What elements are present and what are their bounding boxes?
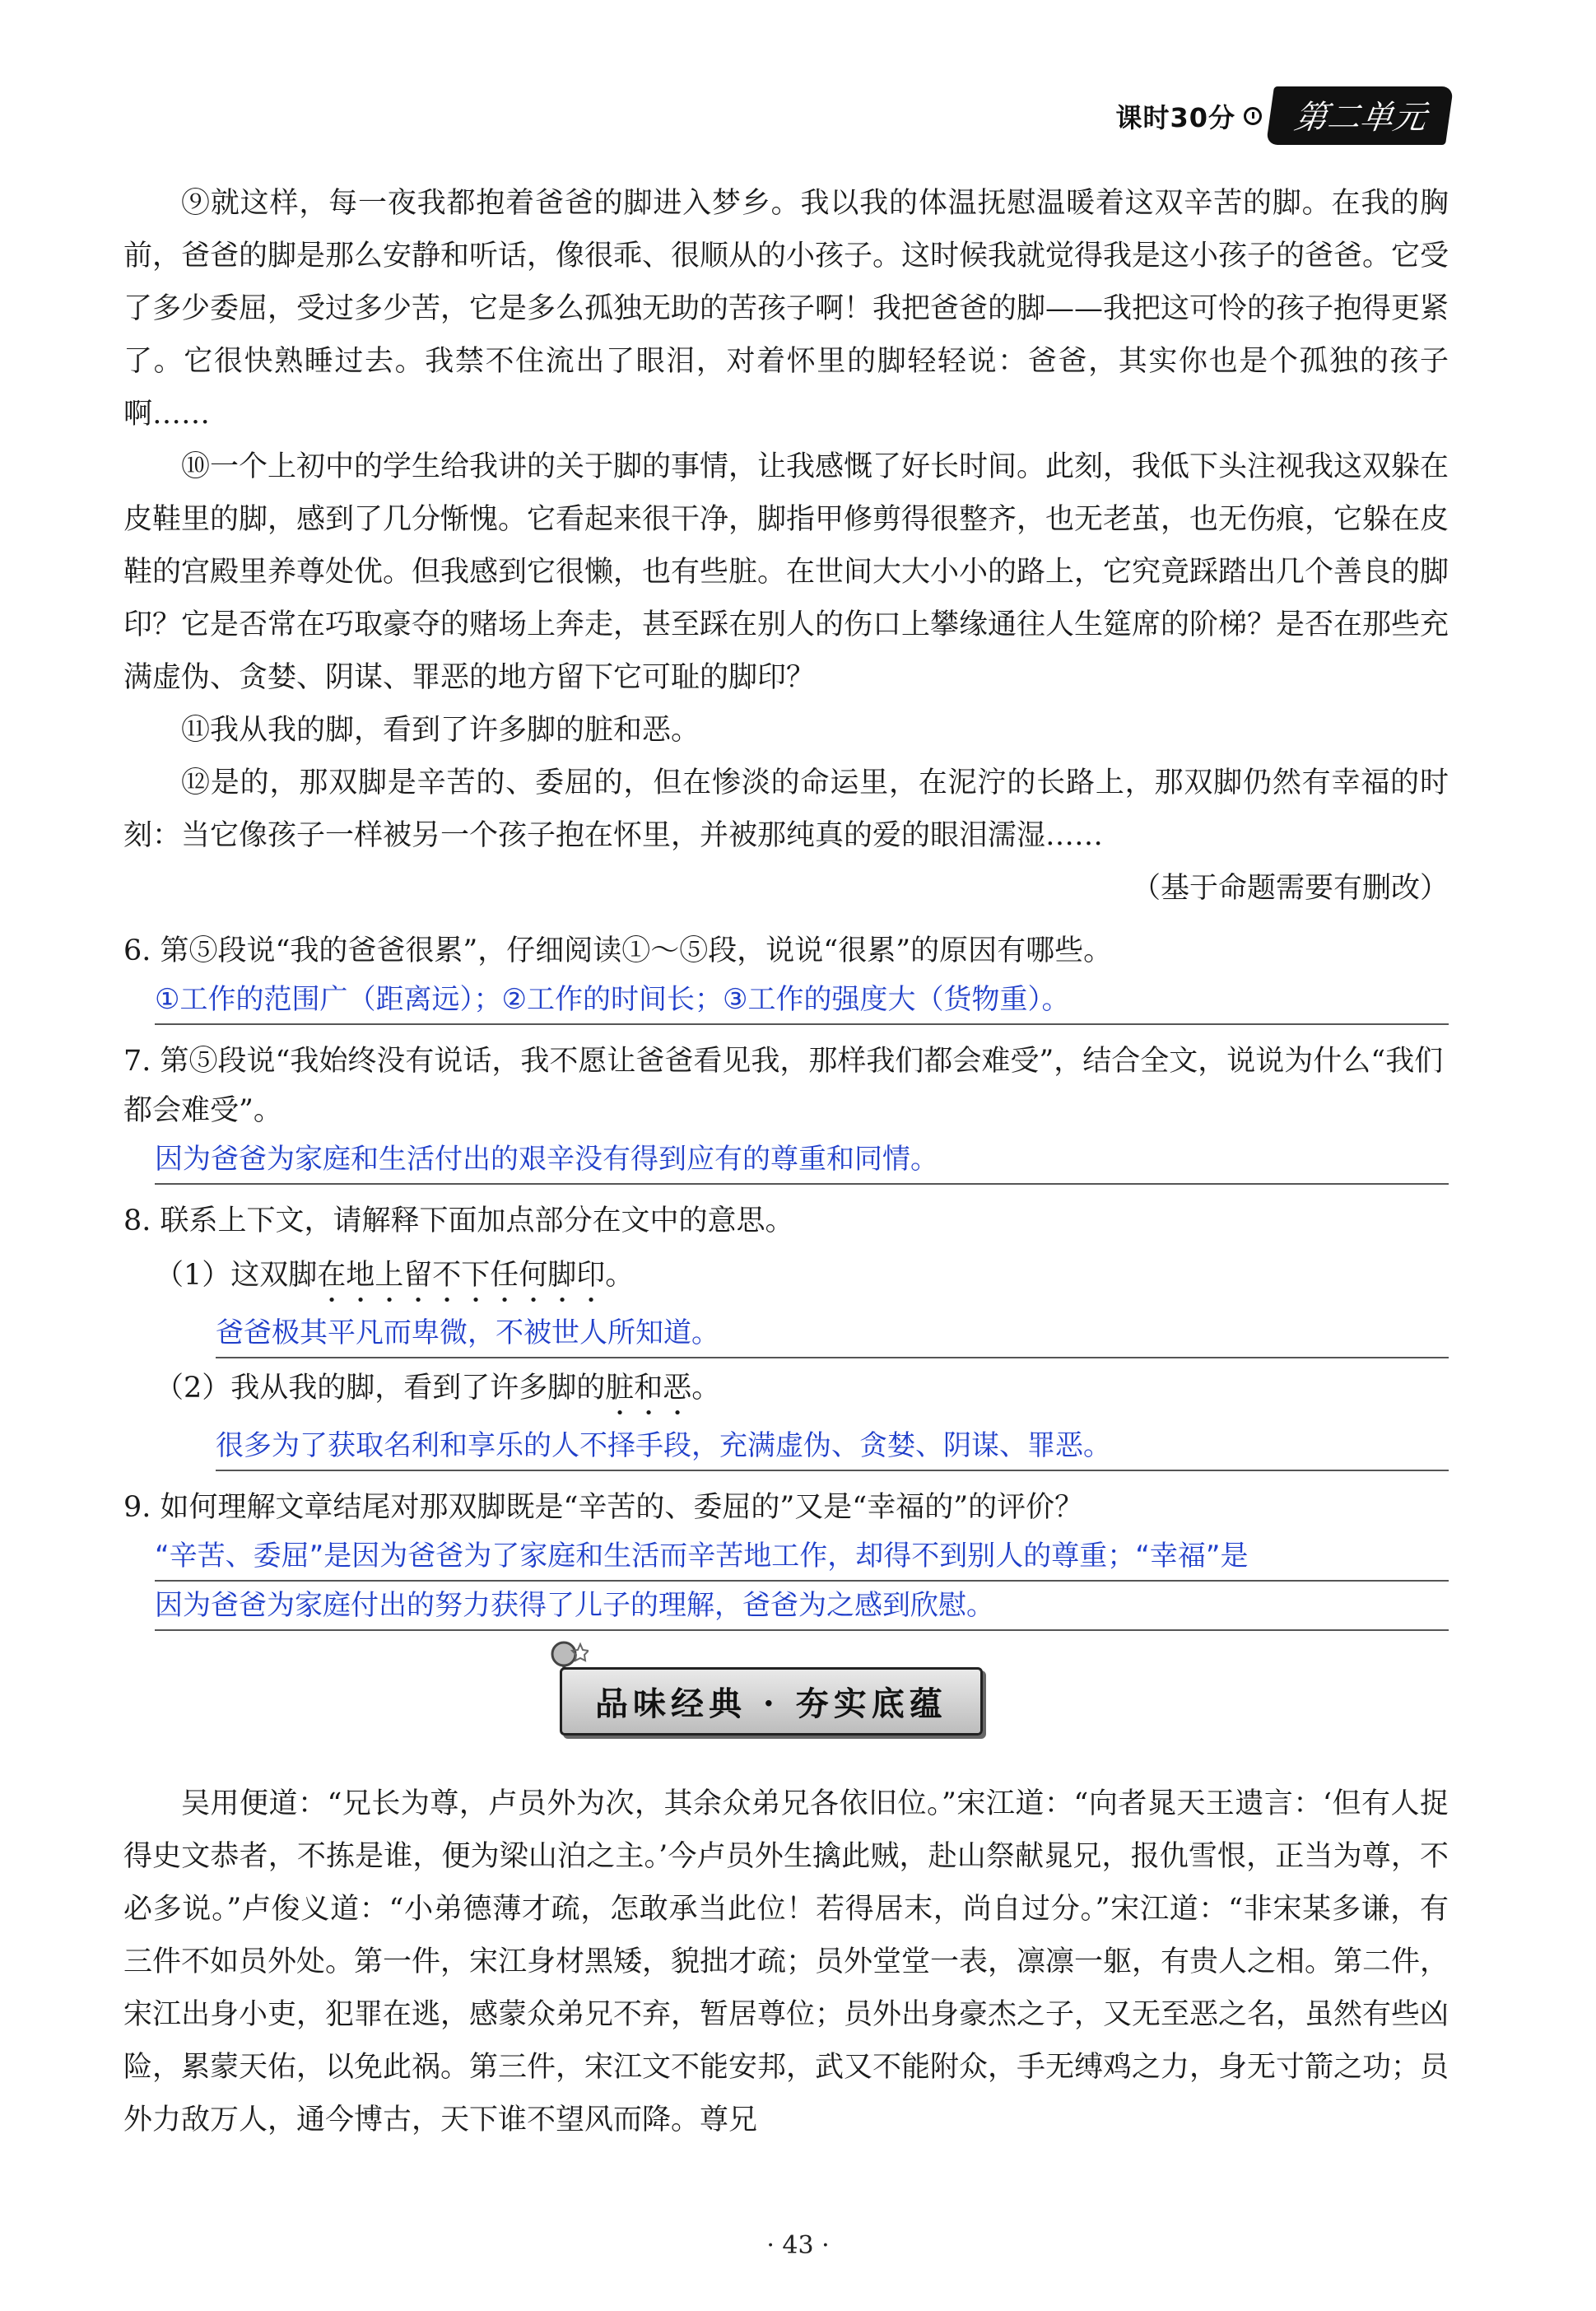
question-7: 7. 第⑤段说“我始终没有说话，我不愿让爸爸看见我，那样我们都会难受”，结合全文，说说为什么“我们都会难受”。 (123, 1045, 1444, 1127)
q8-2-prefix: （2）我从我的脚，看到了许多脚的 (155, 1372, 606, 1405)
section-title: 品味经典 · 夯实底蕴 (560, 1667, 983, 1736)
section-heading (123, 1638, 1449, 1778)
answer-6: ①工作的范围广（距离远）；②工作的时间长；③工作的强度大（货物重）。 (155, 976, 1449, 1025)
answer-8-2: 很多为了获取名利和享乐的人不择手段，充满虚伪、贪婪、阴谋、罪恶。 (216, 1422, 1449, 1471)
paragraph-12: ⑫是的，那双脚是辛苦的、委屈的，但在惨淡的命运里，在泥泞的长路上，那双脚仍然有幸福的时刻：当它像孩子一样被另一个孩子抱在怀里，并被那纯真的爱的眼泪濡湿…… (123, 766, 1449, 852)
answer-9-line-1: “辛苦、委屈”是因为爸爸为了家庭和生活而辛苦地工作，却得不到别人的尊重；“幸福”是 (155, 1532, 1449, 1582)
paragraph-9: ⑨就这样，每一夜我都抱着爸爸的脚进入梦乡。我以我的体温抚慰温暖着这双辛苦的脚。在我的胸前，爸爸的脚是那么安静和听话，像很乖、很顺从的小孩子。这时候我就觉得我是这小孩子的爸爸。它受了多少委屈，受过多少苦，它是多么孤独无助的苦孩子啊！我把爸爸的脚——我把这可怜的孩子抱得更紧了。它很快熟睡过去。我禁不住流出了眼泪，对着怀里的脚轻轻说：爸爸，其实你也是个孤独的孩子啊…… (123, 187, 1449, 431)
question-6: 6. 第⑤段说“我的爸爸很累”，仔细阅读①～⑤段，说说“很累”的原因有哪些。 (123, 934, 1113, 967)
header-label: 课时30分 (1115, 101, 1235, 133)
answer-8-1: 爸爸极其平凡而卑微，不被世人所知道。 (216, 1309, 1449, 1358)
classic-paragraph: 吴用便道：“兄长为尊，卢员外为次，其余众弟兄各依旧位。”宋江道：“向者晁天王遗言：‘但有人捉得史文恭者，不拣是谁，便为梁山泊之主。’今卢员外生擒此贼，赴山祭献晁兄，报仇雪恨，正当为尊，不必多说。”卢俊义道：“小弟德薄才疏，怎敢承当此位！若得居末，尚自过分。”宋江道：“非宋某多谦，有三件不如员外处。第一件，宋江身材黑矮，貌拙才疏；员外堂堂一表，凛凛一躯，有贵人之相。第二件，宋江出身小吏，犯罪在逃，感蒙众弟兄不弃，暂居尊位；员外出身豪杰之子，又无至恶之名，虽然有些凶险，累蒙天佑，以免此祸。第三件，宋江文不能安邦，武又不能附众，手无缚鸡之力，身无寸箭之功；员外力敌万人，通今博古，天下谁不望风而降。尊兄 (123, 1787, 1449, 2136)
page-number: · 43 · (766, 2231, 830, 2260)
paragraph-10: ⑩一个上初中的学生给我讲的关于脚的事情，让我感慨了好长时间。此刻，我低下头注视我这双躲在皮鞋里的脚，感到了几分惭愧。它看起来很干净，脚指甲修剪得很整齐，也无老茧，也无伤痕，它躲在皮鞋的宫殿里养尊处优。但我感到它很懒，也有些脏。在世间大大小小的路上，它究竟踩踏出几个善良的脚印？它是否常在巧取豪夺的赌场上奔走，甚至踩在别人的伤口上攀缘通往人生筵席的阶梯？是否在那些充满虚伪、贪婪、阴谋、罪恶的地方留下它可耻的脚印？ (123, 450, 1449, 694)
question-8-1 (155, 1252, 1449, 1309)
q8-2-dotted-text: 脏和恶 (605, 1372, 692, 1405)
clock-icon (1244, 107, 1262, 125)
page-header (1115, 86, 1449, 145)
answer-7: 因为爸爸为家庭和生活付出的艰辛没有得到应有的尊重和同情。 (155, 1135, 1449, 1185)
question-8-2 (155, 1365, 1449, 1422)
page-content (123, 177, 1449, 2146)
q8-1-suffix: 。 (605, 1259, 635, 1292)
q8-2-suffix: 。 (691, 1372, 721, 1405)
unit-banner: 第二单元 (1266, 86, 1454, 145)
question-8: 8. 联系上下文，请解释下面加点部分在文中的意思。 (123, 1204, 794, 1237)
q8-1-prefix: （1）这双脚 (155, 1259, 318, 1292)
question-9: 9. 如何理解文章结尾对那双脚既是“辛苦的、委屈的”又是“幸福的”的评价？ (123, 1491, 1084, 1524)
source-note: （基于命题需要有删改） (1131, 872, 1449, 905)
q8-1-dotted-text: 在地上留不下任何脚印 (317, 1259, 606, 1292)
answer-9 (155, 1532, 1449, 1631)
answer-9-line-2: 因为爸爸为家庭付出的努力获得了儿子的理解，爸爸为之感到欣慰。 (155, 1582, 1449, 1631)
paragraph-11: ⑪我从我的脚，看到了许多脚的脏和恶。 (181, 714, 700, 747)
